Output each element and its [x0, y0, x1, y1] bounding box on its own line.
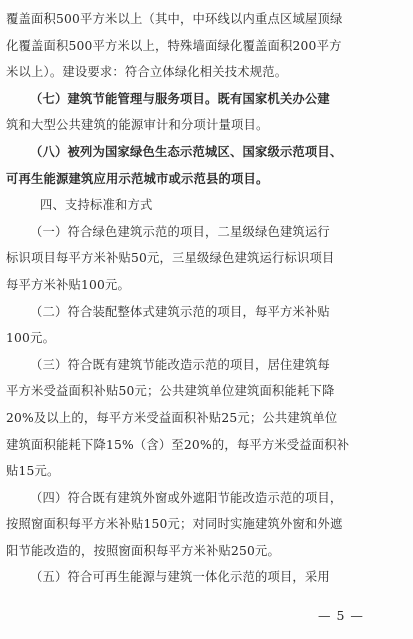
text-line: 标识项目每平方米补贴50元，三星级绿色建筑运行标识项目 — [6, 251, 335, 266]
text-line: 按照窗面积每平方米补贴150元；对同时实施建筑外窗和外遮 — [6, 517, 343, 532]
page-number: — 5 — — [318, 608, 364, 623]
text-line: （一）符合绿色建筑示范的项目，二星级绿色建筑运行 — [30, 224, 330, 239]
item-heading-line: （七）建筑节能管理与服务项目。既有国家机关办公建 — [30, 90, 330, 106]
text-line: 100元。 — [6, 331, 56, 346]
text-line: 筑和大型公共建筑的能源审计和分项计量项目。 — [6, 118, 269, 133]
text-line: 平方米受益面积补贴50元；公共建筑单位建筑面积能耗下降 — [6, 384, 335, 399]
text-line: 米以上）。建设要求：符合立体绿化相关技术规范。 — [6, 65, 288, 80]
text-line: （四）符合既有建筑外窗或外遮阳节能改造示范的项目， — [30, 490, 343, 505]
text-line: 贴15元。 — [6, 464, 60, 479]
text-line: 阳节能改造的，按照窗面积每平方米补贴250元。 — [6, 543, 281, 558]
text-line: 每平方米补贴100元。 — [6, 277, 131, 292]
text-line: 建筑面积能耗下降15%（含）至20%的，每平方米受益面积补 — [6, 437, 350, 452]
text-line: （三）符合既有建筑节能改造示范的项目，居住建筑每 — [30, 357, 330, 372]
item-heading-line: （八）被列为国家绿色生态示范城区、国家级示范项目、 — [30, 143, 343, 159]
text-line: 覆盖面积500平方米以上（其中，中环线以内重点区域屋顶绿 — [6, 12, 343, 26]
text-line: 20%及以上的，每平方米受益面积补贴25元；公共建筑单位 — [6, 410, 338, 425]
text-line: （五）符合可再生能源与建筑一体化示范的项目，采用 — [30, 570, 330, 585]
section-heading: 四、支持标准和方式 — [40, 198, 153, 213]
document-body — [6, 6, 406, 591]
text-line: 化覆盖面积500平方米以上，特殊墙面绿化覆盖面积200平方 — [6, 38, 342, 53]
text-line: （二）符合装配整体式建筑示范的项目，每平方米补贴 — [30, 304, 330, 319]
item-heading-line: 可再生能源建筑应用示范城市或示范县的项目。 — [6, 170, 269, 186]
